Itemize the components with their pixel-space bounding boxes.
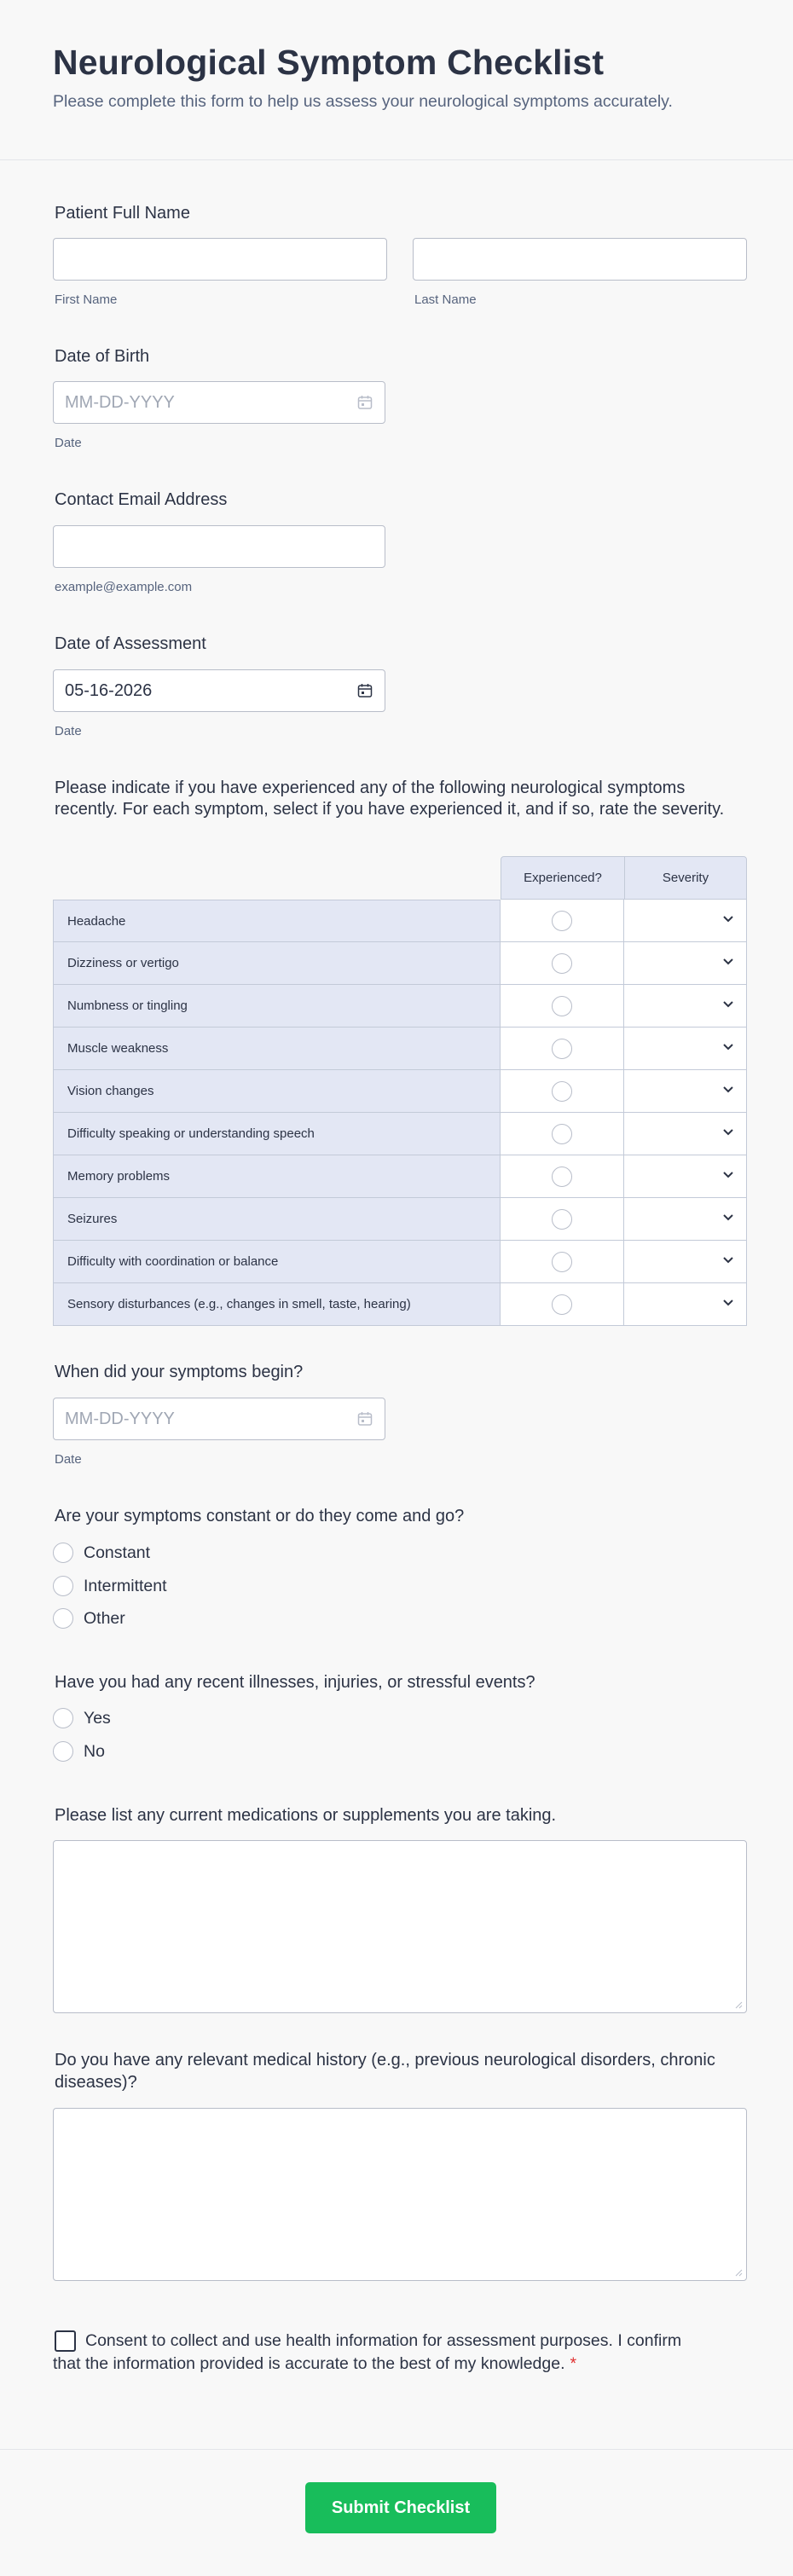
experienced-cell — [501, 1113, 624, 1155]
matrix-row — [53, 1028, 747, 1070]
email-sublabel: example@example.com — [55, 580, 193, 594]
severity-select[interactable] — [624, 900, 747, 942]
matrix-row — [53, 900, 747, 942]
experienced-cell — [501, 1198, 624, 1241]
resize-handle-icon[interactable] — [734, 2268, 743, 2277]
chevron-down-icon — [722, 1043, 734, 1051]
matrix-row — [53, 1113, 747, 1155]
footer-divider — [0, 2449, 793, 2450]
symptom-label: Numbness or tingling — [53, 985, 501, 1028]
option-label: Other — [84, 1608, 125, 1628]
experienced-cell — [501, 942, 624, 985]
medications-label: Please list any current medications or supplements you are taking. — [55, 1806, 557, 1825]
column-header-severity: Severity — [624, 856, 747, 900]
experienced-radio[interactable] — [552, 1252, 572, 1272]
chevron-down-icon — [722, 1171, 734, 1179]
onset-placeholder: MM-DD-YYYY — [65, 1410, 175, 1428]
experienced-radio[interactable] — [552, 1081, 572, 1102]
form-header — [0, 0, 793, 160]
history-label: Do you have any relevant medical history (e.g., previous neurological disorders, chronic diseases)? — [55, 2051, 715, 2092]
symptom-label: Seizures — [53, 1198, 501, 1241]
chevron-down-icon — [722, 1213, 734, 1222]
chevron-down-icon — [722, 958, 734, 966]
last-name-sublabel: Last Name — [414, 292, 477, 307]
chevron-down-icon — [722, 1128, 734, 1137]
experienced-cell — [501, 1283, 624, 1326]
severity-select[interactable] — [624, 1155, 747, 1198]
experienced-radio[interactable] — [552, 996, 572, 1016]
form-title: Neurological Symptom Checklist — [53, 43, 605, 82]
symptom-label: Memory problems — [53, 1155, 501, 1198]
calendar-icon[interactable] — [357, 683, 373, 698]
radio-button[interactable] — [53, 1543, 73, 1563]
form-subtitle: Please complete this form to help us assess your neurological symptoms accurately. — [53, 92, 673, 111]
matrix-row — [53, 1155, 747, 1198]
chevron-down-icon — [722, 1299, 734, 1307]
pattern-label: Are your symptoms constant or do they come and go? — [55, 1507, 465, 1525]
calendar-icon[interactable] — [357, 1411, 373, 1427]
severity-select[interactable] — [624, 1283, 747, 1326]
matrix-row — [53, 1070, 747, 1113]
experienced-cell — [501, 1070, 624, 1113]
radio-button[interactable] — [53, 1708, 73, 1728]
recent-events-label: Have you had any recent illnesses, injuries, or stressful events? — [55, 1673, 535, 1692]
severity-select[interactable] — [624, 942, 747, 985]
symptom-label: Dizziness or vertigo — [53, 942, 501, 985]
severity-select[interactable] — [624, 1113, 747, 1155]
experienced-radio[interactable] — [552, 911, 572, 931]
matrix-row — [53, 1241, 747, 1283]
chevron-down-icon — [722, 1000, 734, 1009]
resize-handle-icon[interactable] — [734, 2000, 743, 2009]
medications-textarea[interactable] — [53, 1840, 747, 2013]
required-asterisk: * — [570, 2354, 577, 2373]
radio-button[interactable] — [53, 1741, 73, 1762]
severity-select[interactable] — [624, 1070, 747, 1113]
email-label: Contact Email Address — [55, 490, 228, 509]
matrix-row — [53, 1198, 747, 1241]
last-name-input[interactable] — [413, 238, 747, 281]
experienced-radio[interactable] — [552, 1166, 572, 1187]
option-no[interactable] — [53, 1740, 105, 1763]
option-label: Constant — [84, 1543, 151, 1562]
matrix-row — [53, 1283, 747, 1326]
symptom-label: Difficulty with coordination or balance — [53, 1241, 501, 1283]
dob-input[interactable] — [53, 381, 385, 424]
onset-date-input[interactable] — [53, 1398, 385, 1440]
symptom-label: Muscle weakness — [53, 1028, 501, 1070]
dob-sublabel: Date — [55, 436, 82, 450]
severity-select[interactable] — [624, 1241, 747, 1283]
experienced-radio[interactable] — [552, 1294, 572, 1315]
calendar-icon[interactable] — [357, 395, 373, 410]
first-name-input[interactable] — [53, 238, 387, 281]
consent-text: Consent to collect and use health information for assessment purposes. I confirm that the information provided is accurate to the best of my knowledge. — [53, 2331, 682, 2373]
option-label: No — [84, 1741, 105, 1761]
severity-select[interactable] — [624, 1198, 747, 1241]
submit-button[interactable]: Submit Checklist — [305, 2482, 496, 2533]
experienced-cell — [501, 1241, 624, 1283]
assessment-date-input[interactable] — [53, 669, 385, 712]
chevron-down-icon — [722, 1085, 734, 1094]
assessment-date-sublabel: Date — [55, 724, 82, 738]
symptom-label: Difficulty speaking or understanding speech — [53, 1113, 501, 1155]
experienced-radio[interactable] — [552, 1039, 572, 1059]
option-other[interactable] — [53, 1607, 125, 1630]
matrix-row — [53, 942, 747, 985]
severity-select[interactable] — [624, 985, 747, 1028]
experienced-cell — [501, 900, 624, 942]
assessment-date-label: Date of Assessment — [55, 634, 206, 653]
experienced-radio[interactable] — [552, 953, 572, 974]
history-textarea[interactable] — [53, 2108, 747, 2281]
consent-label — [53, 2330, 701, 2376]
option-label: Yes — [84, 1708, 111, 1728]
first-name-sublabel: First Name — [55, 292, 118, 307]
option-label: Intermittent — [84, 1576, 167, 1595]
assessment-date-value: 05-16-2026 — [65, 681, 153, 700]
chevron-down-icon — [722, 915, 734, 923]
symptom-label: Vision changes — [53, 1070, 501, 1113]
onset-sublabel: Date — [55, 1452, 82, 1467]
onset-label: When did your symptoms begin? — [55, 1363, 304, 1381]
symptom-matrix — [53, 856, 747, 1323]
option-constant[interactable] — [53, 1542, 150, 1564]
experienced-cell — [501, 1028, 624, 1070]
symptom-label: Headache — [53, 900, 501, 942]
option-yes[interactable] — [53, 1707, 111, 1729]
radio-button[interactable] — [53, 1576, 73, 1596]
chevron-down-icon — [722, 1256, 734, 1265]
matrix-row — [53, 985, 747, 1028]
column-header-experienced: Experienced? — [501, 856, 625, 900]
symptoms-label: Please indicate if you have experienced any of the following neurological symptoms recently. For each symptom, select if you have experienced it, and if so, rate the severity. — [55, 779, 725, 819]
symptom-label: Sensory disturbances (e.g., changes in smell, taste, hearing) — [53, 1283, 501, 1326]
option-intermittent[interactable] — [53, 1575, 167, 1597]
radio-button[interactable] — [53, 1608, 73, 1629]
experienced-cell — [501, 985, 624, 1028]
experienced-cell — [501, 1155, 624, 1198]
patient-name-label: Patient Full Name — [55, 204, 190, 223]
severity-select[interactable] — [624, 1028, 747, 1070]
dob-label: Date of Birth — [55, 347, 150, 366]
experienced-radio[interactable] — [552, 1209, 572, 1230]
dob-placeholder: MM-DD-YYYY — [65, 393, 175, 412]
email-input[interactable] — [53, 525, 385, 568]
experienced-radio[interactable] — [552, 1124, 572, 1144]
